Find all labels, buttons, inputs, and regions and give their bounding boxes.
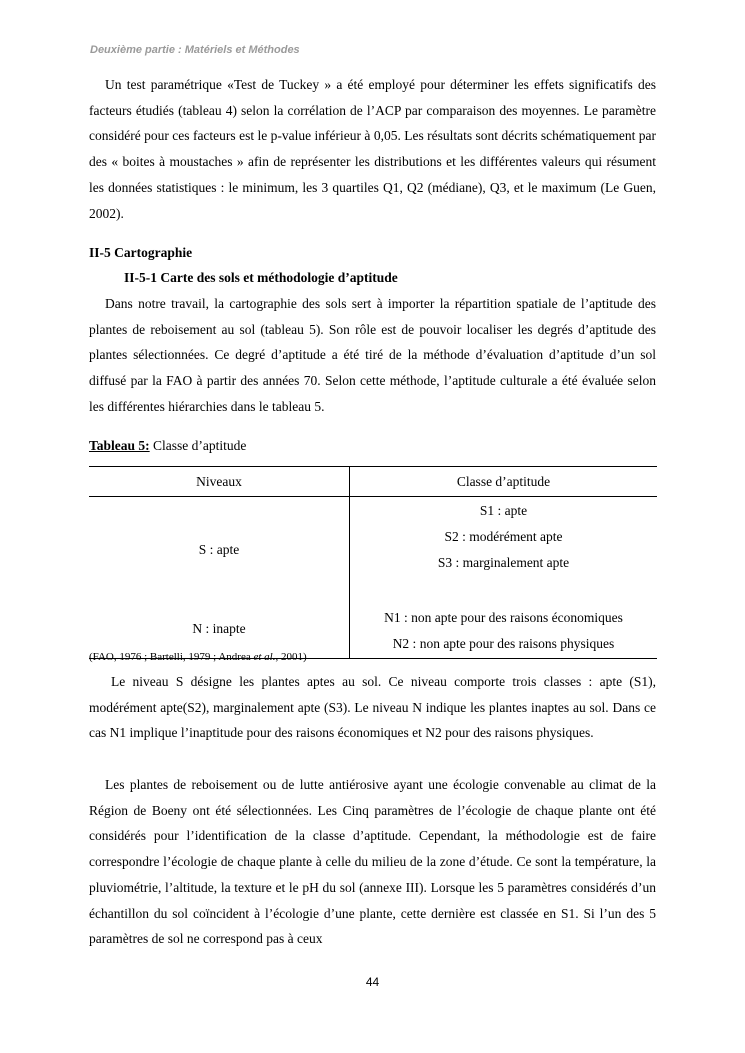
section-heading: II-5 Cartographie	[89, 245, 193, 260]
aptitude-table	[89, 466, 657, 659]
page-number: 44	[365, 975, 380, 989]
subsection-heading: II-5-1 Carte des sols et méthodologie d’aptitude	[124, 270, 398, 285]
paragraph-tuckey-test: Un test paramétrique «Test de Tuckey » a été employé pour déterminer les effets significatifs des facteurs étudiés (tableau 4) selon la corrélation de l’ACP par comparaison des moyennes. Le paramètre considéré pour ces facteurs est le p-value inférieur à 0,05. Les résultats sont décrits schématiquement par des « boites à moustaches » afin de représenter les distributions et les différentes valeurs qui résument les données statistiques : le minimum, les 3 quartiles Q1, Q2 (médiane), Q3, et le maximum (Le Guen, 2002).	[89, 77, 656, 221]
class-s-cell	[350, 497, 658, 604]
table-caption	[89, 438, 246, 454]
class-s2: S2 : modérément apte	[444, 529, 563, 544]
class-s3: S3 : marginalement apte	[437, 555, 570, 570]
class-s1: S1 : apte	[479, 503, 528, 518]
class-n1: N1 : non apte pour des raisons économiques	[384, 609, 623, 625]
column-header-levels: Niveaux	[89, 467, 350, 497]
running-header: Deuxième partie : Matériels et Méthodes	[90, 44, 300, 56]
level-s-cell: S : apte	[89, 497, 350, 604]
table-row	[89, 497, 657, 604]
table-source: (FAO, 1976 ; Bartelli, 1979 ; Andrea et al., 2001)	[89, 651, 307, 663]
class-n-cell	[350, 603, 658, 659]
class-n2: N2 : non apte pour des raisons physiques	[392, 635, 615, 651]
column-header-class: Classe d’aptitude	[350, 467, 658, 497]
table-caption-label: Tableau 5:	[89, 438, 150, 453]
table-caption-text: Classe d’aptitude	[149, 438, 247, 453]
paragraph-cartography: Dans notre travail, la cartographie des sols sert à importer la répartition spatiale de l’aptitude des plantes de reboisement au sol (tableau 5). Son rôle est de pouvoir localiser les degrés d’aptitude des plantes sélectionnées. Ce degré d’aptitude a été tiré de la méthode d’évaluation d’aptitude d’un sol diffusé par la FAO à partir des années 70. Selon cette méthode, l’aptitude culturale a été évaluée selon les différentes hiérarchies dans le tableau 5.	[89, 296, 656, 414]
paragraph-plants: Les plantes de reboisement ou de lutte antiérosive ayant une écologie convenable au climat de la Région de Boeny ont été sélectionnées. Les Cinq paramètres de l’écologie de chaque plante ont été considérés pour l’identification de la classe d’aptitude. Cependant, la méthodologie est de faire correspondre l’écologie de chaque plante à celle du milieu de la zone d’étude. Ce sont la température, la pluviométrie, l’altitude, la texture et le pH du sol (annexe III). Lorsque les 5 paramètres considérés d’un échantillon du sol coïncident à l’écologie d’une plante, cette dernière est classée en S1. Si l’un des 5 paramètres de sol ne correspond pas à ceux	[89, 777, 656, 947]
level-n-cell: N : inapte	[89, 603, 350, 659]
paragraph-levels: Le niveau S désigne les plantes aptes au sol. Ce niveau comporte trois classes : apte (S1), modérément apte(S2), marginalement apte (S3). Le niveau N indique les plantes inaptes au sol. Dans ce cas N1 implique l’inaptitude pour des raisons économiques et N2 pour des raisons physiques.	[89, 674, 656, 741]
